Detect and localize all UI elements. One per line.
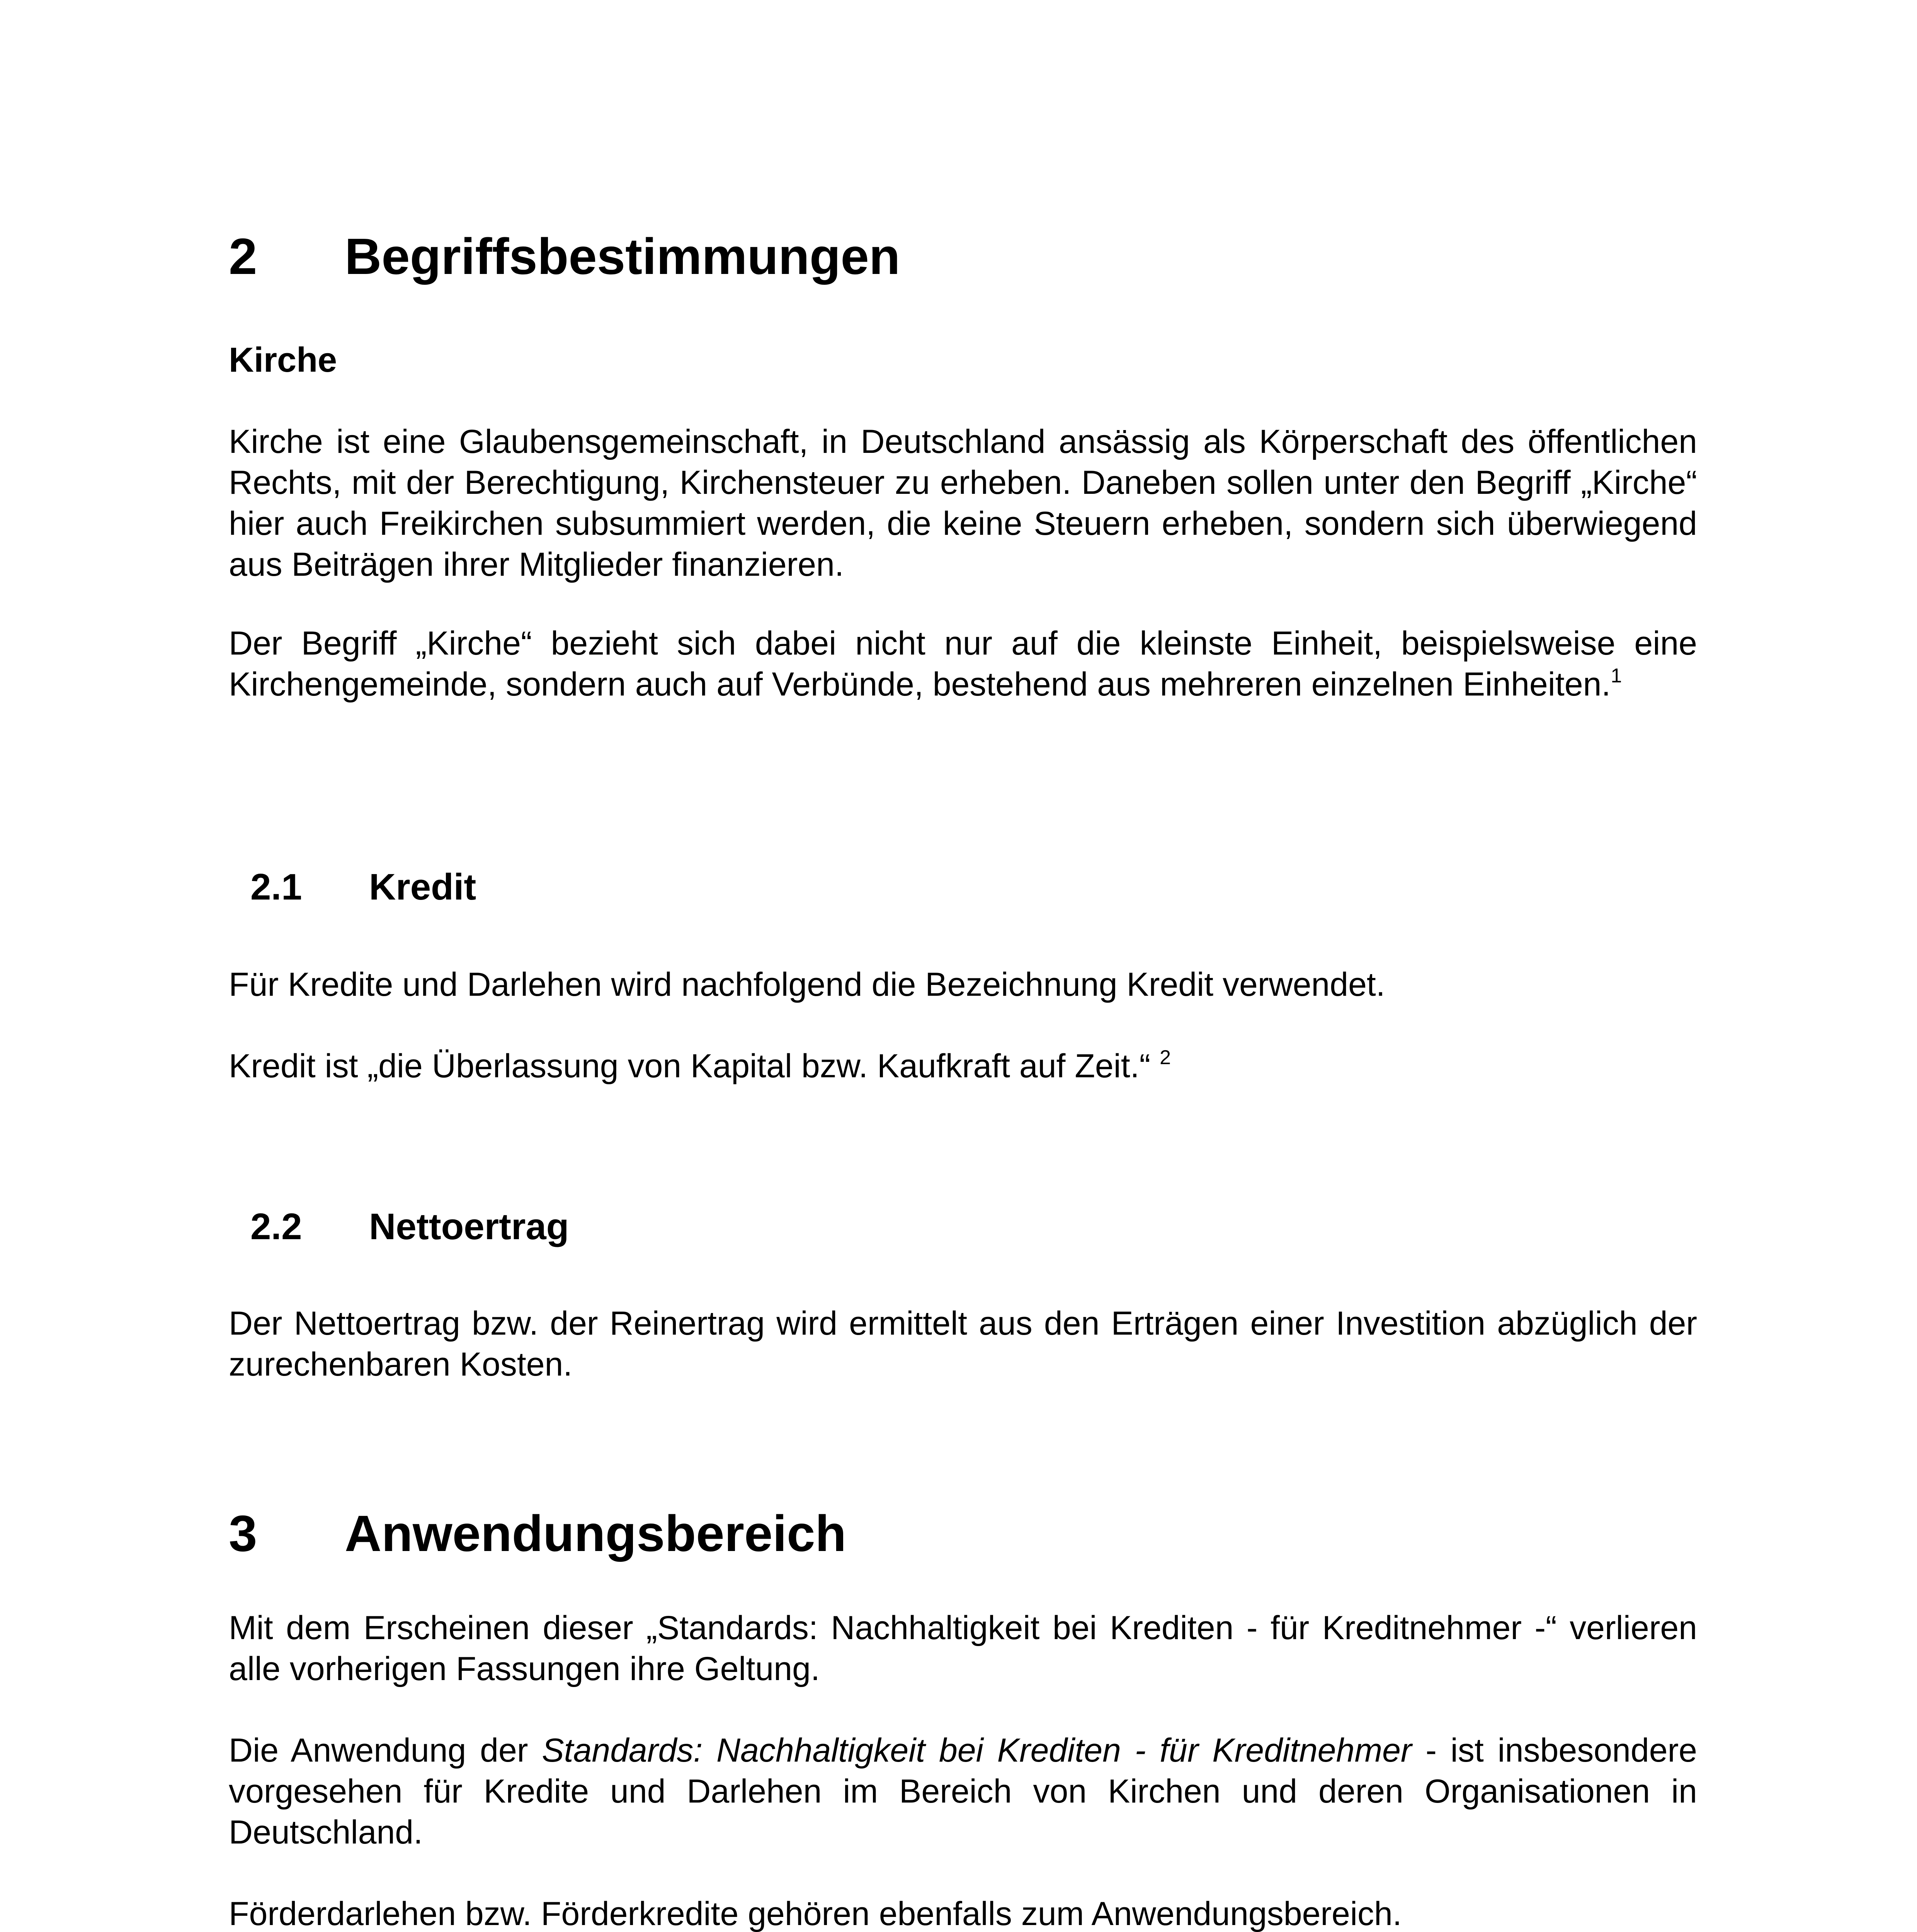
- kirche-paragraph-2-text: Der Begriff „Kirche“ bezieht sich dabei nicht nur auf die kleinste Einheit, beispielsweise eine Kirchengemeinde, sondern auch auf Verbünde, bestehend aus mehreren einzelnen Einheiten.: [229, 625, 1697, 703]
- anwendung-paragraph-2: [229, 1730, 1697, 1853]
- footnote-ref-2[interactable]: 2: [1160, 1046, 1171, 1069]
- anwendung-paragraph-1: Mit dem Erscheinen dieser „Standards: Nachhaltigkeit bei Krediten - für Kreditnehmer -“ verlieren alle vorherigen Fassungen ihre Geltung.: [229, 1609, 1697, 1687]
- subsection-2-1-number: 2.1: [250, 866, 302, 908]
- footnote-ref-1[interactable]: 1: [1611, 665, 1622, 687]
- subsection-2-2-number: 2.2: [250, 1206, 302, 1247]
- subsection-2-1-heading: [250, 865, 1719, 909]
- kredit-paragraph-2-text: Kredit ist „die Überlassung von Kapital bzw. Kaufkraft auf Zeit.“: [229, 1048, 1151, 1085]
- subsection-2-2-title: Nettoertrag: [369, 1206, 569, 1247]
- anwendung-paragraph-2-start: Die Anwendung der: [229, 1732, 542, 1769]
- kirche-heading: Kirche: [229, 341, 337, 379]
- section-3-title: Anwendungsbereich: [345, 1505, 847, 1562]
- anwendung-paragraph-2-end: - ist insbesondere vorgesehen für Kredite und Darlehen im Bereich von Kirchen und deren Organisationen in Deutschland.: [229, 1732, 1697, 1851]
- kredit-paragraph-2: [229, 1046, 1697, 1087]
- subsection-2-1-title: Kredit: [369, 866, 476, 908]
- section-2-heading: [229, 226, 1697, 287]
- anwendung-paragraph-3: Förderdarlehen bzw. Förderkredite gehören ebenfalls zum Anwendungsbereich.: [229, 1895, 1402, 1932]
- section-2-title: Begriffsbestimmungen: [345, 228, 900, 285]
- section-3-number: 3: [229, 1505, 257, 1562]
- nettoertrag-paragraph-1: Der Nettoertrag bzw. der Reinertrag wird ermittelt aus den Erträgen einer Investition abzüglich der zurechenbaren Kosten.: [229, 1305, 1697, 1383]
- kirche-paragraph-1: Kirche ist eine Glaubensgemeinschaft, in Deutschland ansässig als Körperschaft des öffentlichen Rechts, mit der Berechtigung, Kirchensteuer zu erheben. Daneben sollen unter den Begriff „Kirche“ hier auch Freikirchen subsummiert werden, die keine Steuern erheben, sondern sich überwiegend aus Beiträgen ihrer Mitglieder finanzieren.: [229, 423, 1697, 583]
- subsection-2-2-heading: [250, 1204, 1719, 1249]
- kredit-paragraph-1: Für Kredite und Darlehen wird nachfolgend die Bezeichnung Kredit verwendet.: [229, 966, 1385, 1003]
- section-3-heading: [229, 1503, 1697, 1564]
- section-2-number: 2: [229, 228, 257, 285]
- kirche-paragraph-2: [229, 623, 1697, 705]
- standards-title-italic: Standards: Nachhaltigkeit bei Krediten - für Kreditnehmer: [542, 1732, 1412, 1769]
